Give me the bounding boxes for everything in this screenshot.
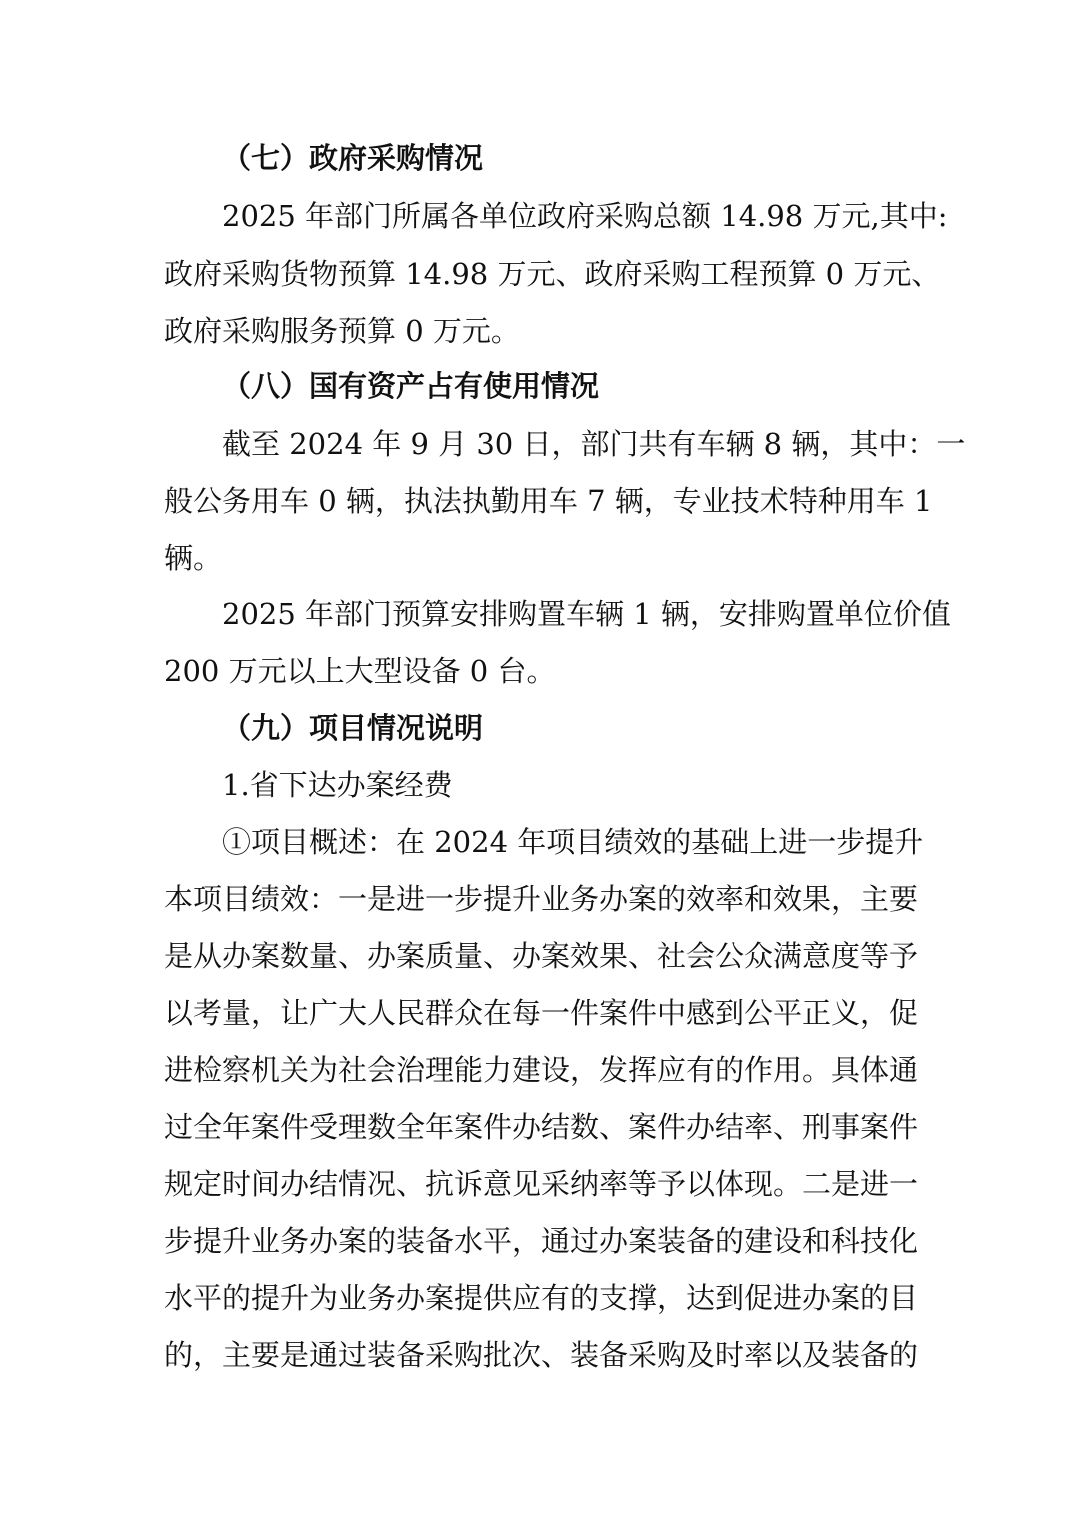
paragraph-line: 的，主要是通过装备采购批次、装备采购及时率以及装备的 [164, 1338, 919, 1372]
section-heading-7: （七）政府采购情况 [222, 141, 484, 175]
paragraph-line: 进检察机关为社会治理能力建设，发挥应有的作用。具体通 [164, 1053, 919, 1087]
subsection-title: 1.省下达办案经费 [222, 768, 453, 802]
paragraph-line: 政府采购服务预算 0 万元。 [164, 314, 520, 348]
paragraph-line: 政府采购货物预算 14.98 万元、政府采购工程预算 0 万元、 [164, 257, 941, 291]
paragraph-line: ①项目概述：在 2024 年项目绩效的基础上进一步提升 [222, 825, 924, 859]
paragraph-line: 步提升业务办案的装备水平，通过办案装备的建设和科技化 [164, 1224, 919, 1258]
paragraph-line: 截至 2024 年 9 月 30 日，部门共有车辆 8 辆，其中：一 [222, 427, 966, 461]
paragraph-line: 辆。 [164, 541, 223, 575]
section-heading-8: （八）国有资产占有使用情况 [222, 369, 600, 403]
paragraph-line: 以考量，让广大人民群众在每一件案件中感到公平正义，促 [164, 996, 919, 1030]
paragraph-line: 2025 年部门所属各单位政府采购总额 14.98 万元,其中: [222, 199, 948, 233]
paragraph-line: 规定时间办结情况、抗诉意见采纳率等予以体现。二是进一 [164, 1167, 919, 1201]
section-heading-9: （九）项目情况说明 [222, 711, 484, 745]
paragraph-line: 过全年案件受理数全年案件办结数、案件办结率、刑事案件 [164, 1110, 919, 1144]
paragraph-line: 200 万元以上大型设备 0 台。 [164, 654, 556, 688]
paragraph-line: 般公务用车 0 辆，执法执勤用车 7 辆，专业技术特种用车 1 [164, 484, 933, 518]
paragraph-line: 水平的提升为业务办案提供应有的支撑，达到促进办案的目 [164, 1281, 919, 1315]
paragraph-line: 本项目绩效：一是进一步提升业务办案的效率和效果，主要 [164, 882, 919, 916]
paragraph-line: 2025 年部门预算安排购置车辆 1 辆，安排购置单位价值 [222, 597, 951, 631]
paragraph-line: 是从办案数量、办案质量、办案效果、社会公众满意度等予 [164, 939, 919, 973]
